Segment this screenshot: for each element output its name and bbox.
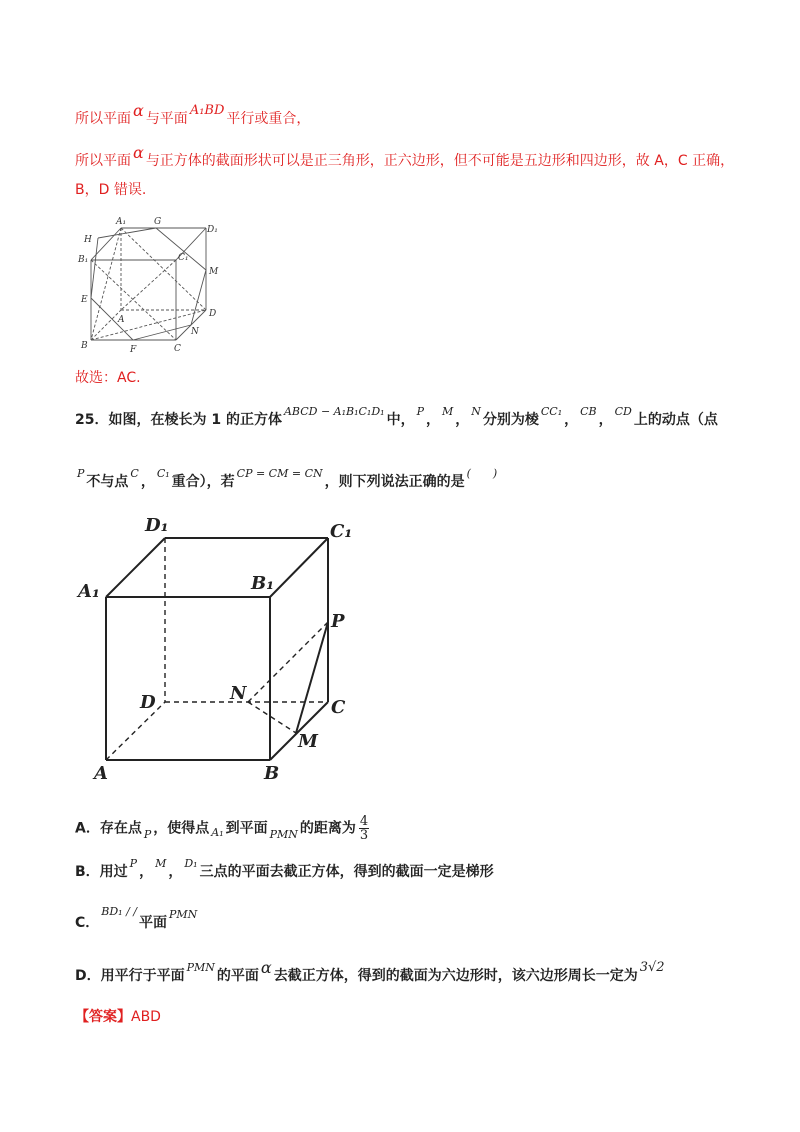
label-a: A — [94, 763, 108, 784]
label-b: B — [81, 341, 88, 351]
label-a: A — [118, 315, 125, 325]
alpha-symbol: α — [133, 143, 144, 162]
label-c: C — [174, 344, 181, 354]
label-b: B — [264, 763, 280, 784]
label-h: H — [84, 235, 92, 245]
denominator: 3 — [359, 828, 369, 843]
answer-value: ABD — [131, 1009, 161, 1025]
label-d1: D₁ — [207, 225, 218, 235]
text: 与正方体的截面形状可以是正三角形，正六边形，但不可能是五边形和四边形，故 A，C 正确， — [145, 153, 735, 169]
n-symbol: N — [471, 405, 481, 418]
a1-symbol: A₁ — [211, 825, 224, 839]
cc1-symbol: CC₁ — [540, 405, 563, 418]
label-a1: A₁ — [116, 217, 127, 227]
answer — [75, 1007, 161, 1027]
label-d: D — [209, 309, 217, 319]
fraction — [359, 815, 369, 842]
numerator: 4 — [359, 814, 369, 829]
option-c — [75, 905, 199, 934]
text: 分别为棱 — [482, 412, 539, 428]
text: 三点的平面去截正方体，得到的截面一定是梯形 — [199, 864, 494, 880]
solution-conclusion: 故选：AC. — [75, 370, 141, 386]
alpha-symbol: α — [133, 101, 144, 120]
solution-line-2 — [75, 143, 735, 171]
label-c: C — [331, 697, 346, 718]
cube-symbol: ABCD − A₁B₁C₁D₁ — [283, 405, 385, 418]
option-label: D． — [75, 968, 101, 984]
option-label: C． — [75, 915, 100, 931]
big-cube-figure — [70, 515, 370, 790]
m-symbol: M — [155, 857, 167, 870]
text: 的平面 — [216, 968, 259, 984]
text: 去截正方体，得到的截面为六边形时，该六边形周长一定为 — [273, 968, 638, 984]
p-symbol: P — [143, 827, 152, 841]
cd-symbol: CD — [614, 405, 632, 418]
text: 存在点 — [99, 820, 142, 837]
option-label: B． — [75, 864, 100, 880]
pmn-symbol: PMN — [186, 961, 215, 974]
paren: ( ) — [466, 467, 498, 480]
label-d1: D₁ — [145, 515, 169, 536]
text: 用平行于平面 — [100, 968, 185, 984]
text: 平面 — [139, 915, 167, 931]
question-line-1: 25．如图，在棱长为 1 的正方体$^{ABCD - A_1B_1C_1D_1}$中，$^P$，$^M$，$^N$分别为棱$^{CC_1}$，$^{CB}$，$^{CD}$上的动点（点 — [75, 405, 718, 428]
m-symbol: M — [441, 405, 454, 418]
c-symbol: C — [130, 467, 139, 480]
p-symbol: P — [129, 857, 138, 870]
option-a — [75, 815, 369, 842]
text: 不与点 — [86, 474, 129, 490]
solution-line-3: B，D 错误. — [75, 182, 147, 198]
pmn-symbol: PMN — [269, 827, 298, 841]
label-b1: B₁ — [78, 255, 89, 265]
label-m: M — [209, 267, 219, 277]
text: 中， — [386, 412, 415, 428]
alpha-symbol: α — [260, 958, 272, 977]
label-n: N — [191, 327, 199, 337]
text: 的距离为 — [299, 820, 356, 837]
option-label: A． — [75, 820, 100, 837]
small-cube-figure — [76, 210, 226, 360]
label-c1: C₁ — [330, 521, 353, 542]
option-d — [75, 958, 667, 987]
d1-symbol: D₁ — [184, 857, 198, 870]
text: 平行或重合， — [226, 111, 311, 127]
bd1-symbol: BD₁ / / — [101, 905, 137, 918]
label-m: M — [298, 731, 318, 752]
label-e: E — [81, 295, 88, 305]
label-b1: B₁ — [251, 573, 275, 594]
cb-symbol: CB — [580, 405, 597, 418]
plane-symbol: A₁BD — [189, 103, 225, 118]
p-symbol: P — [416, 405, 424, 418]
text: 所以平面 — [75, 111, 131, 127]
pmn-symbol: PMN — [169, 908, 198, 921]
label-a1: A₁ — [78, 581, 100, 602]
text: 重合），若 — [171, 474, 235, 490]
text: ， — [168, 864, 183, 880]
solution-line-1 — [75, 101, 311, 130]
question-line-2: $^P$不与点$^C$，$^{C_1}$重合），若$^{CP = CM = CN}$，则下列说法正确的是( ) — [77, 467, 498, 490]
text: 所以平面 — [75, 153, 131, 169]
label-g: G — [154, 217, 162, 227]
value: 3√2 — [639, 960, 665, 975]
c1-symbol: C₁ — [156, 467, 170, 480]
label-f: F — [130, 345, 137, 355]
text: 如图，在棱长为 1 的正方体 — [108, 412, 282, 428]
question-number: 25． — [75, 412, 109, 428]
option-b — [75, 857, 494, 883]
label-n: N — [230, 683, 247, 704]
label-p: P — [331, 611, 345, 632]
text: 到平面 — [225, 820, 268, 837]
p-symbol: P — [77, 467, 85, 480]
text: 上的动点（点 — [633, 412, 718, 428]
text: 与平面 — [145, 111, 188, 127]
answer-label: 【答案】 — [75, 1009, 131, 1025]
text: ，则下列说法正确的是 — [324, 474, 465, 490]
label-d: D — [140, 692, 156, 713]
text: 用过 — [99, 864, 128, 880]
text: ， — [139, 864, 154, 880]
equation: CP = CM = CN — [236, 467, 323, 480]
text: ，使得点 — [153, 820, 210, 837]
label-c1: C₁ — [178, 253, 189, 263]
